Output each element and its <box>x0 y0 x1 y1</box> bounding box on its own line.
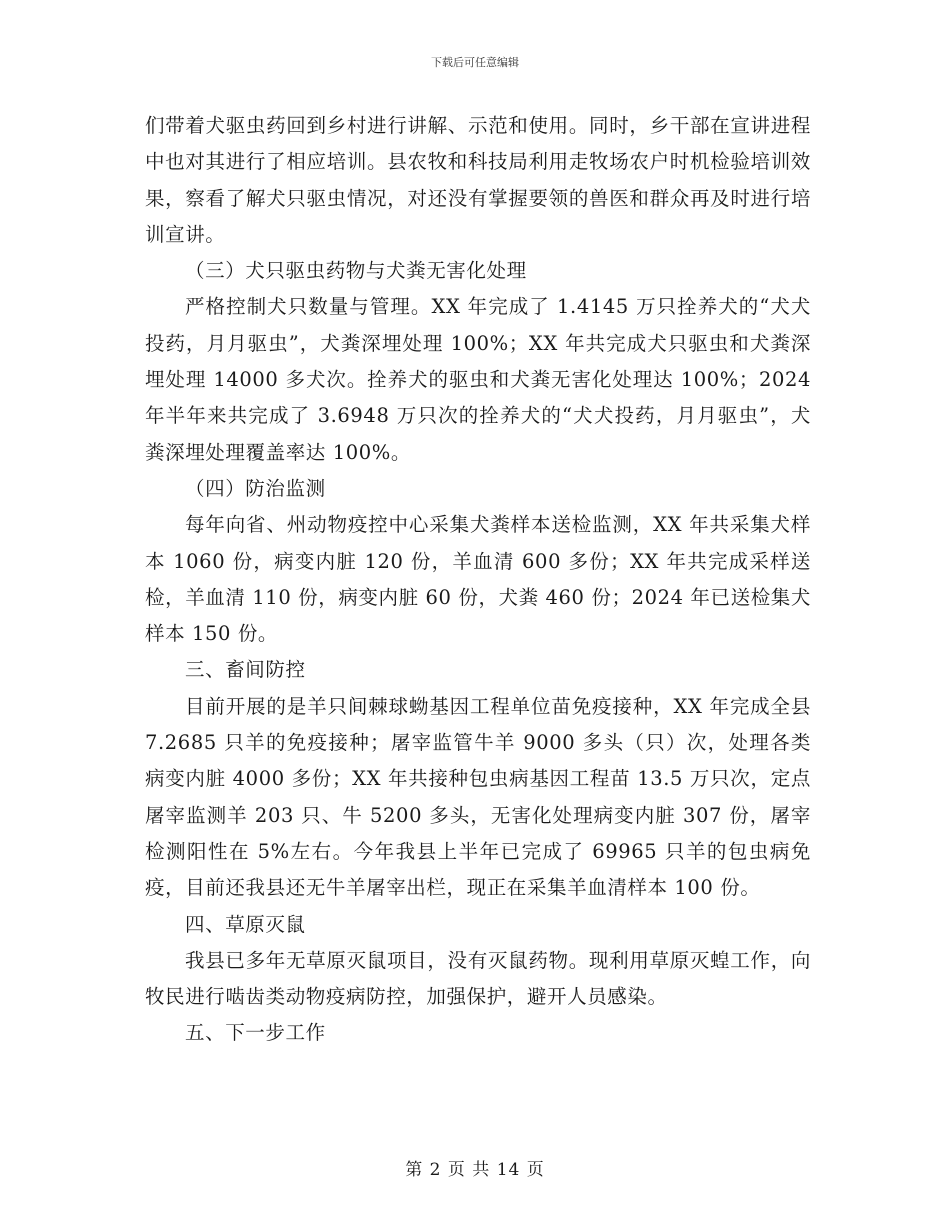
page-header-note: 下载后可任意编辑 <box>431 56 519 69</box>
paragraph-monitoring: 每年向省、州动物疫控中心采集犬粪样本送检监测，XX 年共采集犬样本 1060 份，病变内脏 120 份，羊血清 600 多份；XX 年共完成采样送检，羊血清 110 份，病变内脏 60 份，犬粪 460 份；2024 年已送检集犬样本 150 份。 <box>145 513 811 646</box>
page-number: 第 2 页 共 14 页 <box>405 1160 545 1180</box>
paragraph-deworming: 严格控制犬只数量与管理。XX 年完成了 1.4145 万只拴养犬的“犬犬投药，月月驱虫”，犬粪深埋处理 100%；XX 年共完成犬只驱虫和犬粪深埋处理 14000 多犬次。拴养犬的驱虫和犬粪无害化处理达 100%；2024 年半年来共完成了 3.6948 万只次的拴养犬的“犬犬投药，月月驱虫”，犬粪深埋处理覆盖率达 100%。 <box>145 295 811 464</box>
paragraph-rodent: 我县已多年无草原灭鼠项目，没有灭鼠药物。现利用草原灭蝗工作，向牧民进行啮齿类动物疫病防控，加强保护，避开人员感染。 <box>145 948 811 1009</box>
section-heading-3: （三）犬只驱虫药物与犬粪无害化处理 <box>185 259 527 283</box>
section-heading-next-steps: 五、下一步工作 <box>185 1021 326 1045</box>
section-heading-livestock: 三、畜间防控 <box>185 658 306 682</box>
section-heading-rodent: 四、草原灭鼠 <box>185 912 306 936</box>
paragraph-livestock: 目前开展的是羊只间棘球蚴基因工程单位苗免疫接种，XX 年完成全县 7.2685 只羊的免疫接种；屠宰监管牛羊 9000 多头（只）次，处理各类病变内脏 4000 多份；XX 年共接种包虫病基因工程苗 13.5 万只次，定点屠宰监测羊 203 只、牛 5200 多头，无害化处理病变内脏 307 份，屠宰检测阳性在 5%左右。今年我县上半年已完成了 69965 只羊的包虫病免疫，目前还我县还无牛羊屠宰出栏，现正在采集羊血清样本 100 份。 <box>145 694 811 900</box>
paragraph-continued: 们带着犬驱虫药回到乡村进行讲解、示范和使用。同时，乡干部在宣讲进程中也对其进行了相应培训。县农牧和科技局利用走牧场农户时机检验培训效果，察看了解犬只驱虫情况，对还没有掌握要领的兽医和群众再及时进行培训宣讲。 <box>145 114 811 246</box>
document-body <box>145 108 811 1052</box>
section-heading-4: （四）防治监测 <box>185 476 326 500</box>
